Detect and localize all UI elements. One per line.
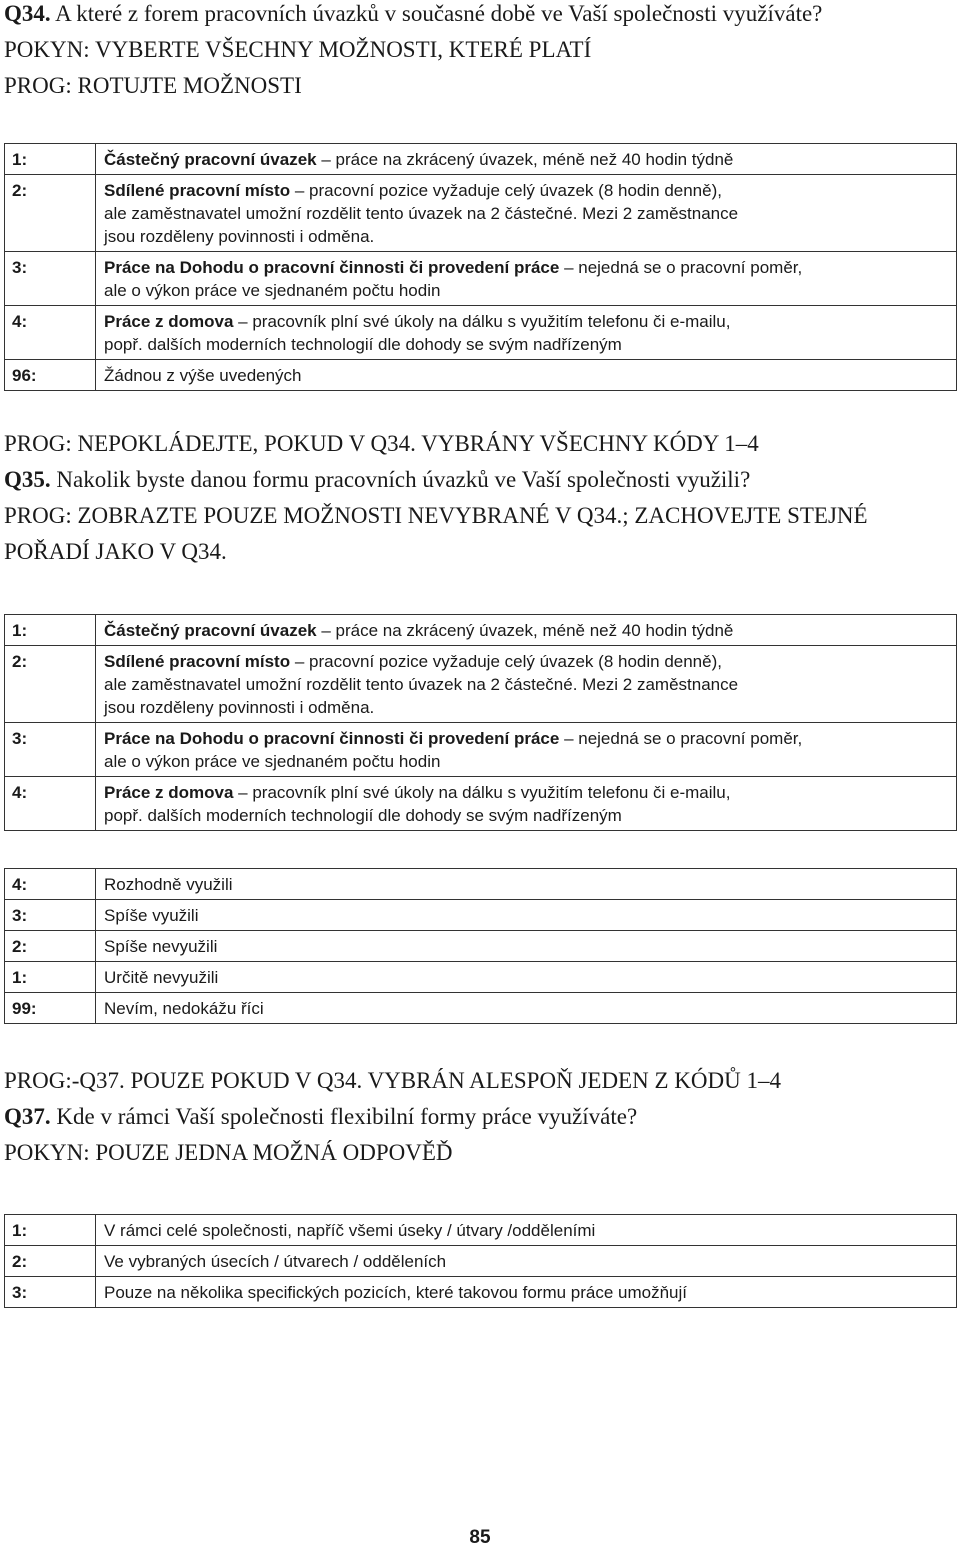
option-bold-term: Částečný pracovní úvazek: [104, 621, 317, 640]
option-description-line2: popř. dalších moderních technologií dle dohody se svým nadřízeným: [104, 806, 622, 825]
option-bold-term: Práce na Dohodu o pracovní činnosti či provedení práce: [104, 258, 560, 277]
q37-prog-before: PROG:-Q37. POUZE POKUD V Q34. VYBRÁN ALESPOŇ JEDEN Z KÓDŮ 1–4: [4, 1068, 781, 1093]
q34-question: [0, 0, 960, 32]
option-bold-term: Práce na Dohodu o pracovní činnosti či provedení práce: [104, 729, 560, 748]
q37-instruction: POKYN: POUZE JEDNA MOŽNÁ ODPOVĚĎ: [4, 1140, 453, 1165]
page-number: 85: [469, 1527, 491, 1548]
option-description: – nejedná se o pracovní poměr,: [559, 258, 803, 277]
q34-option-row: [5, 360, 957, 391]
q37-header: [0, 1063, 960, 1171]
option-description-line2: ale zaměstnavatel umožní rozdělit tento úvazek na 2 částečné. Mezi 2 zaměstnance: [104, 204, 739, 223]
option-text: [96, 615, 957, 646]
option-code: 96:: [5, 360, 96, 391]
option-description-line2: ale o výkon práce ve sjednaném počtu hodin: [104, 752, 441, 771]
scale-label: Rozhodně využili: [96, 869, 957, 900]
option-code: 2:: [5, 175, 96, 252]
q35-option-row: [5, 646, 957, 723]
scale-code: 2:: [5, 931, 96, 962]
option-text: V rámci celé společnosti, napříč všemi úseky / útvary /odděleními: [96, 1215, 957, 1246]
option-text: [96, 252, 957, 306]
q35-option-row: [5, 777, 957, 831]
option-bold-term: Sdílené pracovní místo: [104, 181, 291, 200]
scale-code: 1:: [5, 962, 96, 993]
q35-option-row: [5, 723, 957, 777]
option-code: 2:: [5, 646, 96, 723]
option-text: Pouze na několika specifických pozicích, které takovou formu práce umožňují: [96, 1277, 957, 1308]
option-description: – pracovník plní své úkoly na dálku s využitím telefonu či e-mailu,: [233, 783, 731, 802]
q34-label: Q34.: [4, 1, 51, 26]
q37-option-row: [5, 1277, 957, 1308]
scale-label: Určitě nevyužili: [96, 962, 957, 993]
option-description: – pracovník plní své úkoly na dálku s využitím telefonu či e-mailu,: [233, 312, 731, 331]
option-code: 1:: [5, 615, 96, 646]
option-bold-term: Práce z domova: [104, 783, 234, 802]
q35-prog-after: PROG: ZOBRAZTE POUZE MOŽNOSTI NEVYBRANÉ V Q34.; ZACHOVEJTE STEJNÉ: [4, 503, 868, 528]
q35-prog-before: PROG: NEPOKLÁDEJTE, POKUD V Q34. VYBRÁNY VŠECHNY KÓDY 1–4: [4, 431, 759, 456]
option-text: [96, 646, 957, 723]
option-description-line2: popř. dalších moderních technologií dle dohody se svým nadřízeným: [104, 335, 622, 354]
q35-options-table: [4, 614, 957, 831]
option-bold-term: Částečný pracovní úvazek: [104, 150, 317, 169]
option-code: 4:: [5, 777, 96, 831]
q34-instruction: POKYN: VYBERTE VŠECHNY MOŽNOSTI, KTERÉ PLATÍ: [4, 37, 592, 62]
scale-row: [5, 993, 957, 1024]
q34-prog-note: PROG: ROTUJTE MOŽNOSTI: [4, 73, 302, 98]
option-text: [96, 144, 957, 175]
option-text: [96, 306, 957, 360]
option-text: Žádnou z výše uvedených: [96, 360, 957, 391]
option-description-line3: jsou rozděleny povinnosti i odměna.: [104, 227, 375, 246]
scale-row: [5, 931, 957, 962]
q34-option-row: [5, 306, 957, 360]
option-description: – práce na zkrácený úvazek, méně než 40 hodin týdně: [316, 621, 734, 640]
q35-header: [0, 426, 960, 570]
option-text: [96, 777, 957, 831]
option-code: 1:: [5, 144, 96, 175]
option-description-line2: ale o výkon práce ve sjednaném počtu hodin: [104, 281, 441, 300]
scale-row: [5, 900, 957, 931]
scale-row: [5, 869, 957, 900]
option-description: – pracovní pozice vyžaduje celý úvazek (8 hodin denně),: [290, 181, 722, 200]
q37-option-row: [5, 1215, 957, 1246]
option-description-line2: ale zaměstnavatel umožní rozdělit tento úvazek na 2 částečné. Mezi 2 zaměstnance: [104, 675, 739, 694]
q35-scale-table: [4, 868, 957, 1024]
q34-option-row: [5, 175, 957, 252]
scale-label: Nevím, nedokážu říci: [96, 993, 957, 1024]
option-bold-term: Sdílené pracovní místo: [104, 652, 291, 671]
q34-options-table: [4, 143, 957, 391]
scale-label: Spíše nevyužili: [96, 931, 957, 962]
q34-option-row: [5, 252, 957, 306]
q35-question: [0, 462, 960, 498]
option-description: – práce na zkrácený úvazek, méně než 40 hodin týdně: [316, 150, 734, 169]
option-code: 1:: [5, 1215, 96, 1246]
q37-options-table: [4, 1214, 957, 1308]
q35-text: Nakolik byste danou formu pracovních úvazků ve Vaší společnosti využili?: [56, 467, 751, 492]
option-text: Ve vybraných úsecích / útvarech / odděleních: [96, 1246, 957, 1277]
q37-text: Kde v rámci Vaší společnosti flexibilní formy práce využíváte?: [56, 1104, 638, 1129]
option-code: 3:: [5, 1277, 96, 1308]
q34-option-row: [5, 144, 957, 175]
q35-option-row: [5, 615, 957, 646]
scale-code: 4:: [5, 869, 96, 900]
option-bold-term: Práce z domova: [104, 312, 234, 331]
option-code: 2:: [5, 1246, 96, 1277]
option-code: 3:: [5, 723, 96, 777]
option-text: [96, 175, 957, 252]
option-code: 3:: [5, 252, 96, 306]
option-text: [96, 723, 957, 777]
q34-text: A které z forem pracovních úvazků v současné době ve Vaší společnosti využíváte?: [55, 1, 823, 26]
q34-header: [0, 0, 960, 104]
scale-row: [5, 962, 957, 993]
option-code: 4:: [5, 306, 96, 360]
scale-code: 3:: [5, 900, 96, 931]
option-description: – pracovní pozice vyžaduje celý úvazek (8 hodin denně),: [290, 652, 722, 671]
scale-label: Spíše využili: [96, 900, 957, 931]
option-description-line3: jsou rozděleny povinnosti i odměna.: [104, 698, 375, 717]
q37-option-row: [5, 1246, 957, 1277]
scale-code: 99:: [5, 993, 96, 1024]
q35-prog-after-line2: POŘADÍ JAKO V Q34.: [4, 539, 227, 564]
q35-label: Q35.: [4, 467, 51, 492]
option-description: – nejedná se o pracovní poměr,: [559, 729, 803, 748]
q37-label: Q37.: [4, 1104, 51, 1129]
q37-question: [0, 1099, 960, 1135]
